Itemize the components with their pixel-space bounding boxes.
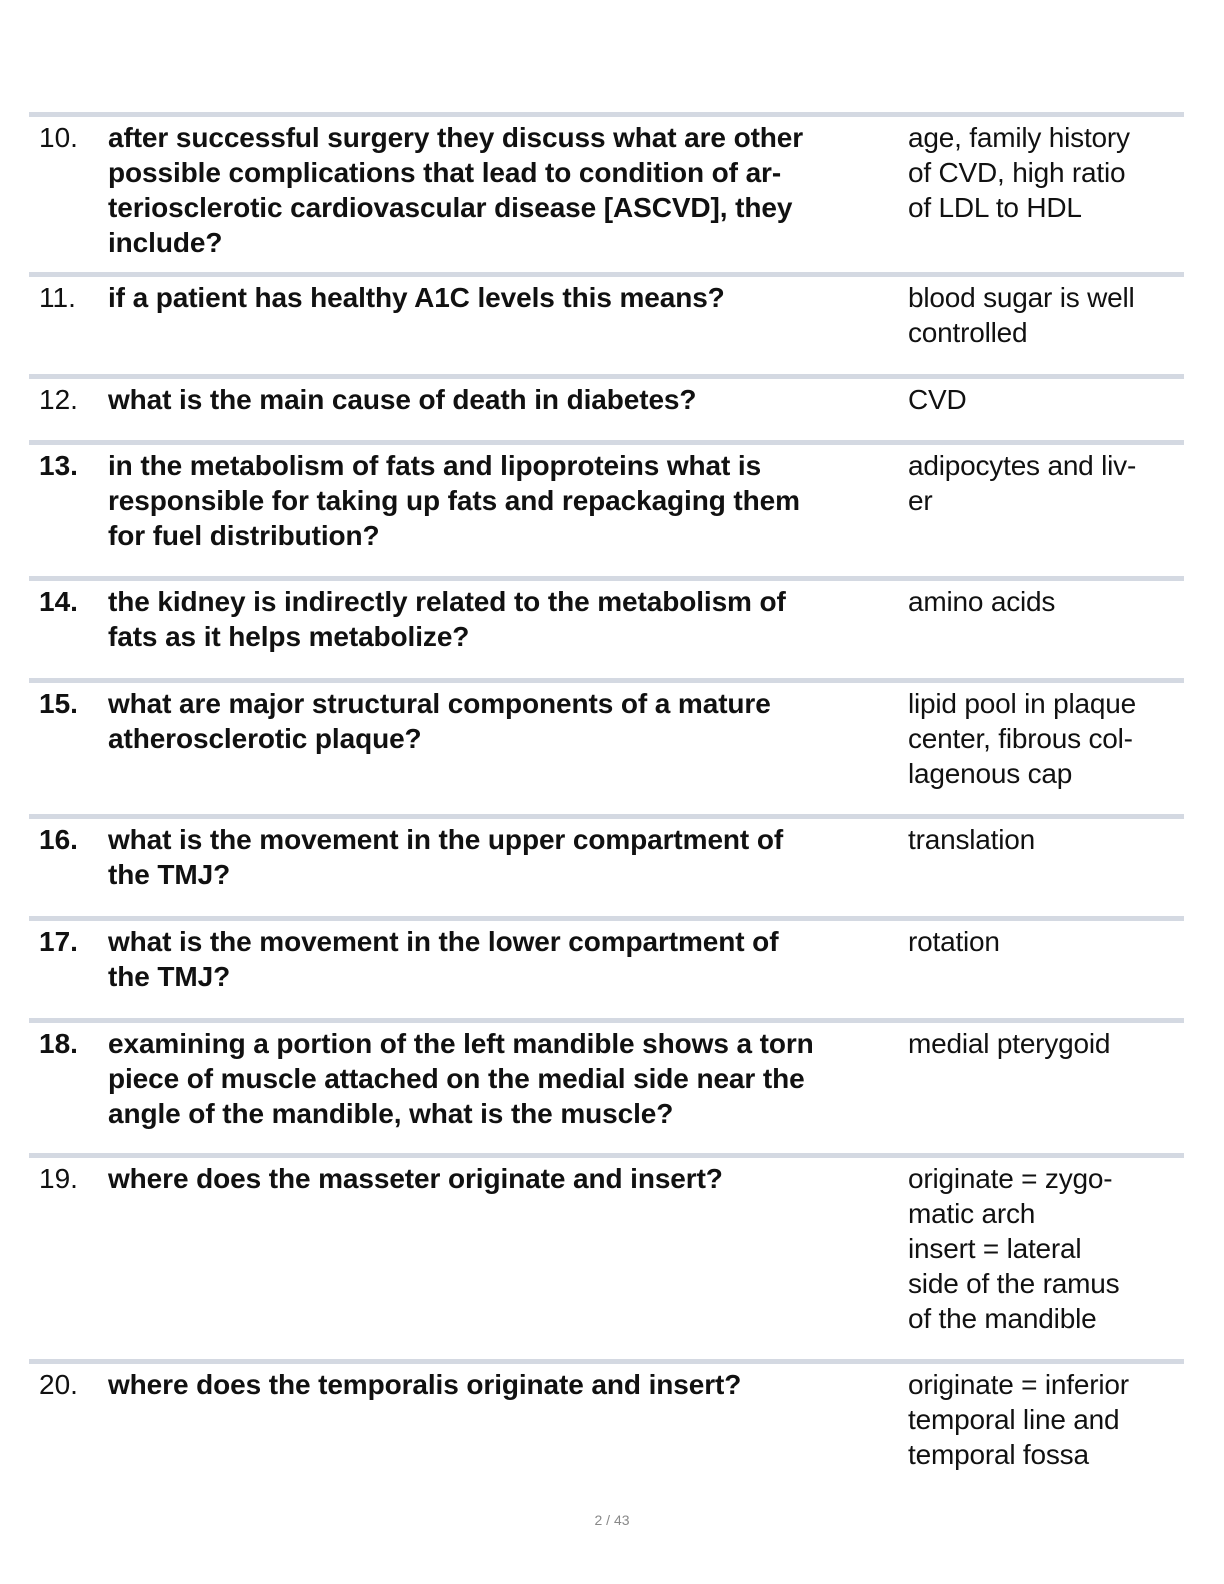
answer-text: CVD: [908, 384, 967, 415]
question-text: what is the movement in the lower compartment of the TMJ?: [108, 926, 779, 992]
question-text: examining a portion of the left mandible shows a torn piece of muscle attached on the medial side near the angle of the mandible, what is the muscle?: [108, 1028, 814, 1129]
question-text: what is the movement in the upper compartment of the TMJ?: [108, 824, 784, 890]
item-number: 19.: [39, 1163, 78, 1194]
answer-text: originate = inferior temporal line and temporal fossa: [908, 1369, 1129, 1470]
answer-text: blood sugar is well controlled: [908, 282, 1135, 348]
item-number: 13.: [39, 450, 78, 481]
qa-row: [29, 916, 1184, 992]
question-text: where does the temporalis originate and insert?: [108, 1369, 742, 1400]
question-text: what is the main cause of death in diabetes?: [108, 384, 697, 415]
item-number: 12.: [39, 384, 78, 415]
item-number: 15.: [39, 688, 78, 719]
qa-row: [29, 1018, 1184, 1129]
answer-text: originate = zygo- matic arch insert = lateral side of the ramus of the mandible: [908, 1163, 1120, 1334]
qa-row: [29, 678, 1184, 789]
answer-text: age, family history of CVD, high ratio of LDL to HDL: [908, 122, 1130, 223]
qa-row: [29, 814, 1184, 890]
question-text: what are major structural components of a mature atherosclerotic plaque?: [108, 688, 771, 754]
qa-row: [29, 374, 1184, 415]
qa-row: [29, 272, 1184, 348]
item-number: 20.: [39, 1369, 78, 1400]
item-number: 18.: [39, 1028, 78, 1059]
item-number: 17.: [39, 926, 78, 957]
item-number: 10.: [39, 122, 78, 153]
qa-row: [29, 112, 1184, 258]
question-text: after successful surgery they discuss what are other possible complications that lead to condition of ar- teriosclerotic cardiovascular disease [ASCVD], they include?: [108, 122, 804, 258]
answer-text: adipocytes and liv- er: [908, 450, 1137, 516]
answer-text: amino acids: [908, 586, 1056, 617]
question-text: the kidney is indirectly related to the metabolism of fats as it helps metabolize?: [108, 586, 786, 652]
page-number: 2 / 43: [594, 1512, 630, 1528]
item-number: 14.: [39, 586, 78, 617]
answer-text: rotation: [908, 926, 1000, 957]
item-number: 11.: [39, 282, 76, 313]
answer-text: lipid pool in plaque center, fibrous col- lagenous cap: [908, 688, 1136, 789]
item-number: 16.: [39, 824, 78, 855]
answer-text: translation: [908, 824, 1035, 855]
qa-row: [29, 576, 1184, 652]
qa-row: [29, 1153, 1184, 1334]
question-text: in the metabolism of fats and lipoproteins what is responsible for taking up fats and repackaging them for fuel distribution?: [108, 450, 800, 551]
question-text: if a patient has healthy A1C levels this means?: [108, 282, 725, 313]
question-text: where does the masseter originate and insert?: [108, 1163, 723, 1194]
answer-text: medial pterygoid: [908, 1028, 1111, 1059]
qa-row: [29, 1359, 1184, 1470]
qa-row: [29, 440, 1184, 551]
